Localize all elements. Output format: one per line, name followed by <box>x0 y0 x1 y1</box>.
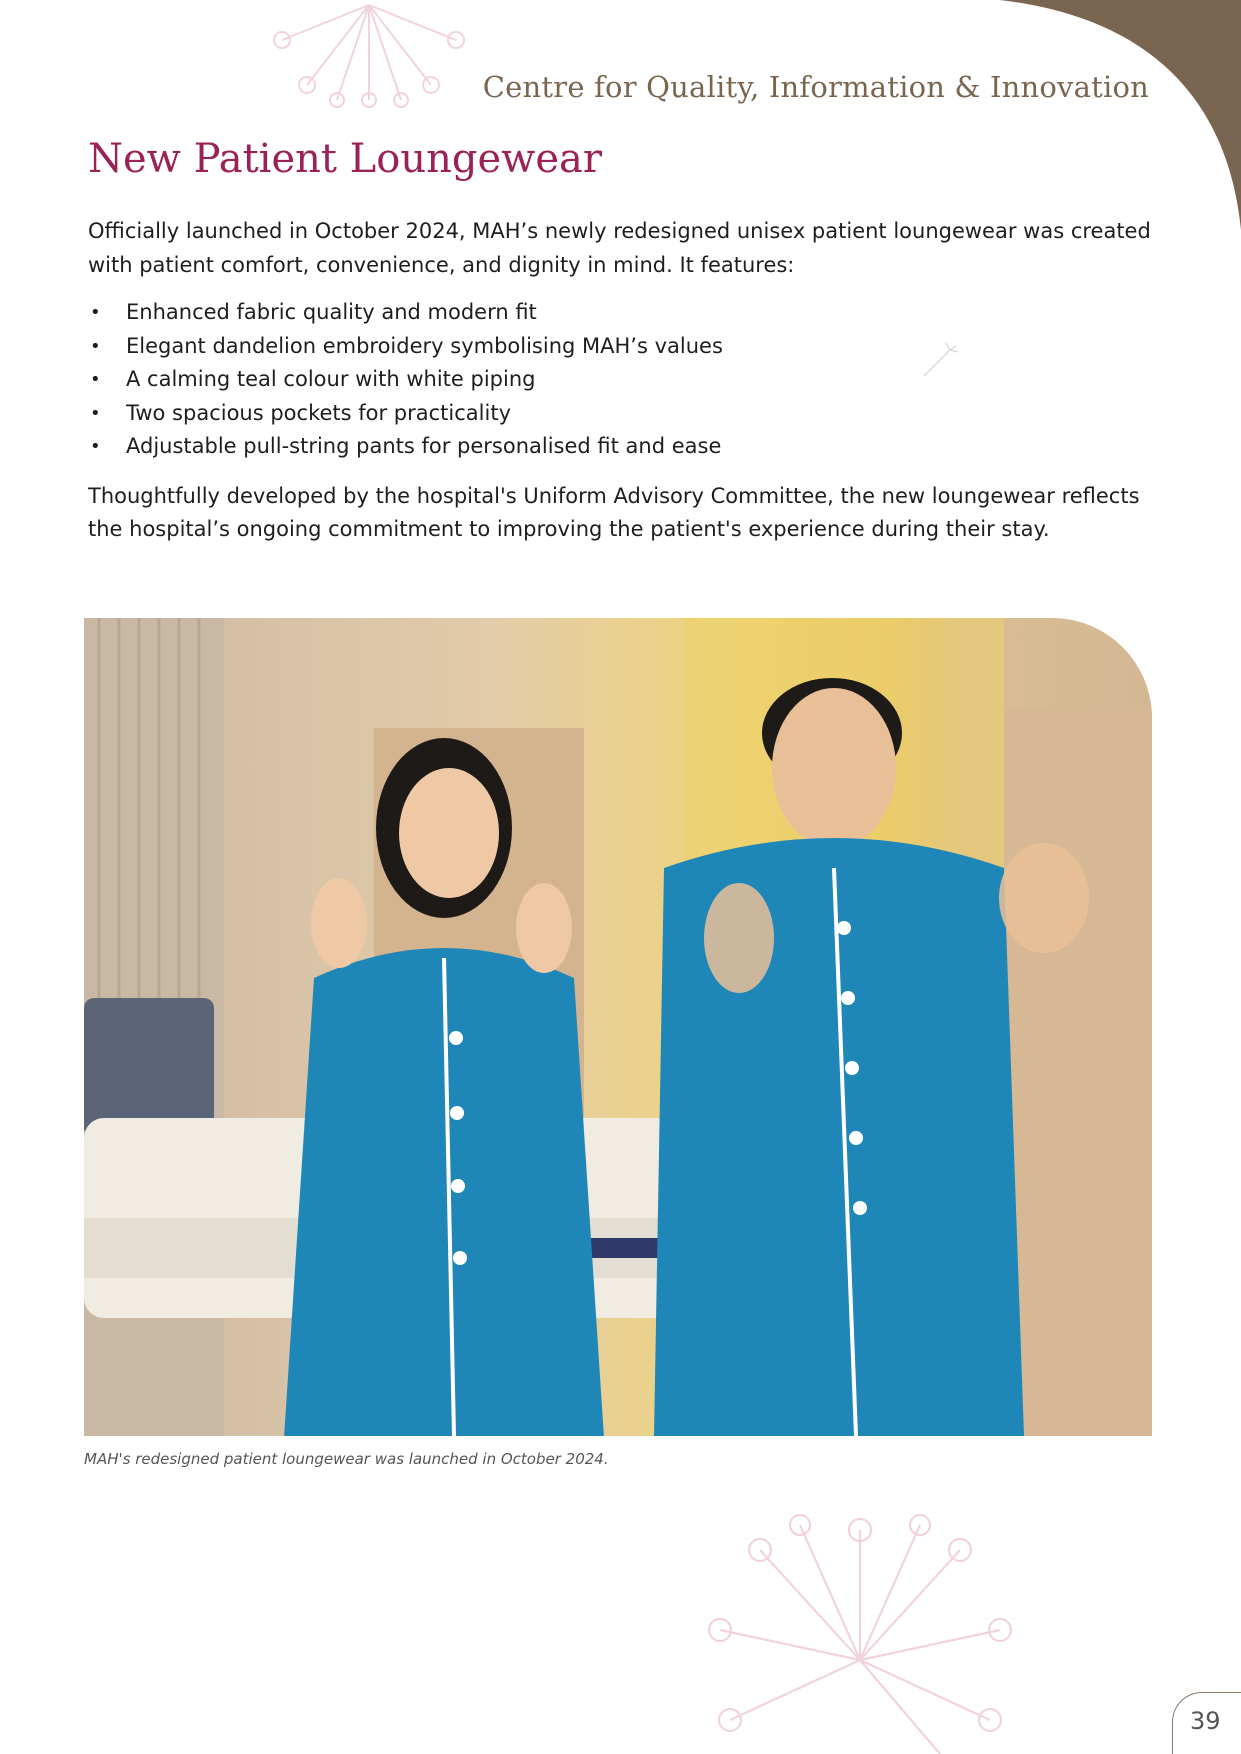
list-item <box>88 330 1168 364</box>
closing-paragraph: Thoughtfully developed by the hospital's Uniform Advisory Committee, the new loungewear reflects the hospital’s ongoing commitment to improving the patient's experience during their stay. <box>88 484 1140 541</box>
photo-caption: MAH's redesigned patient loungewear was launched in October 2024. <box>84 1450 609 1468</box>
bullet: • <box>90 369 101 390</box>
loungewear-photo <box>84 618 1152 1436</box>
bullet: • <box>90 402 101 424</box>
intro-paragraph: Officially launched in October 2024, MAH’s newly redesigned unisex patient loungewear was created with patient comfort, convenience, and dignity in mind. It features: <box>88 219 1151 277</box>
feature-text: Adjustable pull-string pants for personalised fit and ease <box>126 434 722 458</box>
dandelion-decoration-top <box>262 0 476 110</box>
section-header: Centre for Quality, Information & Innovation <box>482 70 1149 104</box>
page-title: New Patient Loungewear <box>88 136 603 182</box>
list-item <box>88 296 1168 330</box>
bullet: • <box>90 335 101 357</box>
list-item <box>88 363 1168 397</box>
feature-text: A calming teal colour with white piping <box>126 367 536 391</box>
wall-panel <box>1004 708 1152 1436</box>
feature-text: Two spacious pockets for practicality <box>126 400 511 425</box>
feature-text: Enhanced fabric quality and modern fit <box>126 300 537 324</box>
bullet: • <box>90 302 101 323</box>
bullet: • <box>90 436 101 457</box>
feature-text: Elegant dandelion embroidery symbolising MAH’s values <box>126 333 723 358</box>
dandelion-decoration-bottom <box>700 1510 1020 1754</box>
list-item <box>88 430 1168 464</box>
page-number: 39 <box>1190 1707 1221 1735</box>
feature-list <box>88 296 1168 464</box>
chair <box>84 998 214 1138</box>
list-item <box>88 397 1168 431</box>
photo-illustration <box>84 618 1152 1436</box>
